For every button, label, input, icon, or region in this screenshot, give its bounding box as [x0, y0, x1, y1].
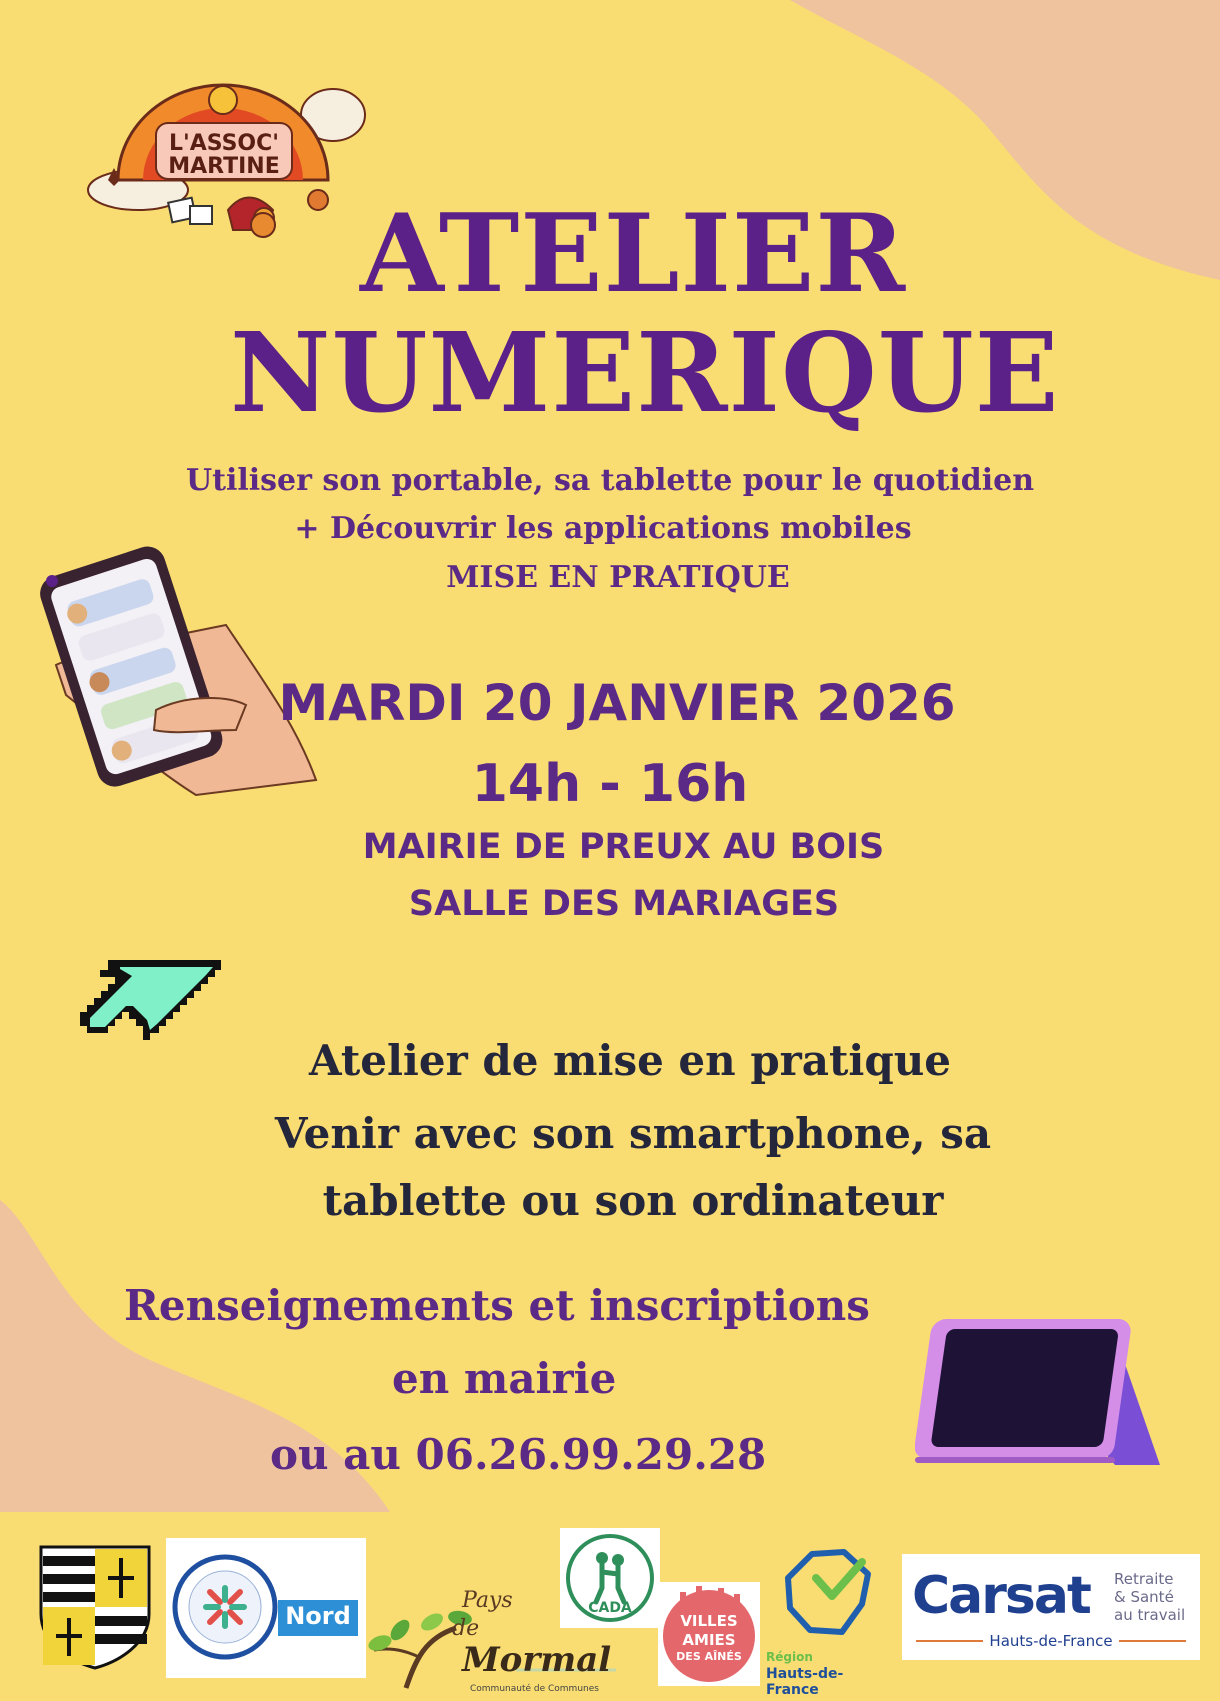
carsat-tag3: au travail: [1114, 1606, 1186, 1624]
assoc-martine-logo: [78, 60, 368, 240]
coat-of-arms-logo: [38, 1544, 152, 1670]
event-date: MARDI 20 JANVIER 2026: [278, 674, 956, 732]
villes-line2: AMIES: [682, 1631, 736, 1649]
carsat-name: Carsat: [912, 1566, 1090, 1626]
nord-logo: [278, 1600, 358, 1636]
details-line1: Atelier de mise en pratique: [308, 1036, 952, 1085]
region-line1: Région: [766, 1650, 813, 1664]
region-hdf-logo: [766, 1548, 896, 1698]
pays-line1: Pays: [462, 1588, 513, 1613]
region-line2: Hauts-de-France: [766, 1666, 844, 1698]
title-line1: ATELIER: [360, 191, 907, 317]
contact-line2: en mairie: [392, 1354, 617, 1403]
carsat-logo-card: [902, 1554, 1200, 1660]
event-place-line1: MAIRIE DE PREUX AU BOIS: [362, 827, 885, 867]
villes-line3: DES AÎNÉS: [676, 1650, 742, 1663]
carsat-region: [902, 1632, 1200, 1650]
carsat-tag1: Retraite: [1114, 1570, 1174, 1588]
event-time: 14h - 16h: [471, 754, 749, 814]
pays-caption: Communauté de Communes: [470, 1684, 599, 1694]
cada-logo-card: [560, 1528, 660, 1628]
assoc-logo-line1: L'ASSOC': [168, 131, 280, 156]
intro-line2: + Découvrir les applications mobiles: [294, 511, 912, 546]
pays-line3: Mormal: [462, 1640, 612, 1680]
tablet-icon: [915, 1315, 1165, 1475]
details-line3: tablette ou son ordinateur: [322, 1176, 944, 1225]
contact-line3: ou au 06.26.99.29.28: [270, 1430, 767, 1479]
nord-logo-card: [166, 1538, 366, 1678]
cursor-arrow-icon: [80, 955, 226, 1045]
intro-line1: Utiliser son portable, sa tablette pour le quotidien: [185, 463, 1035, 498]
event-place-line2: SALLE DES MARIAGES: [408, 884, 840, 924]
intro-line3: MISE EN PRATIQUE: [446, 560, 790, 595]
title-line2: NUMERIQUE: [230, 308, 1060, 437]
villes-line1: VILLES: [680, 1612, 738, 1630]
assoc-logo-line2: MARTINE: [168, 154, 280, 179]
carsat-tag2: & Santé: [1114, 1588, 1174, 1606]
contact-line1: Renseignements et inscriptions: [124, 1281, 870, 1330]
cada-label: CADA: [588, 1600, 632, 1616]
villes-amies-logo-card: [658, 1582, 760, 1686]
carsat-region-text: Hauts-de-France: [983, 1632, 1118, 1650]
conference-financeurs-logo: [170, 1552, 280, 1662]
nord-label: Nord: [285, 1602, 351, 1630]
details-line2: Venir avec son smartphone, sa: [274, 1109, 992, 1158]
pays-line2: de: [452, 1616, 480, 1641]
